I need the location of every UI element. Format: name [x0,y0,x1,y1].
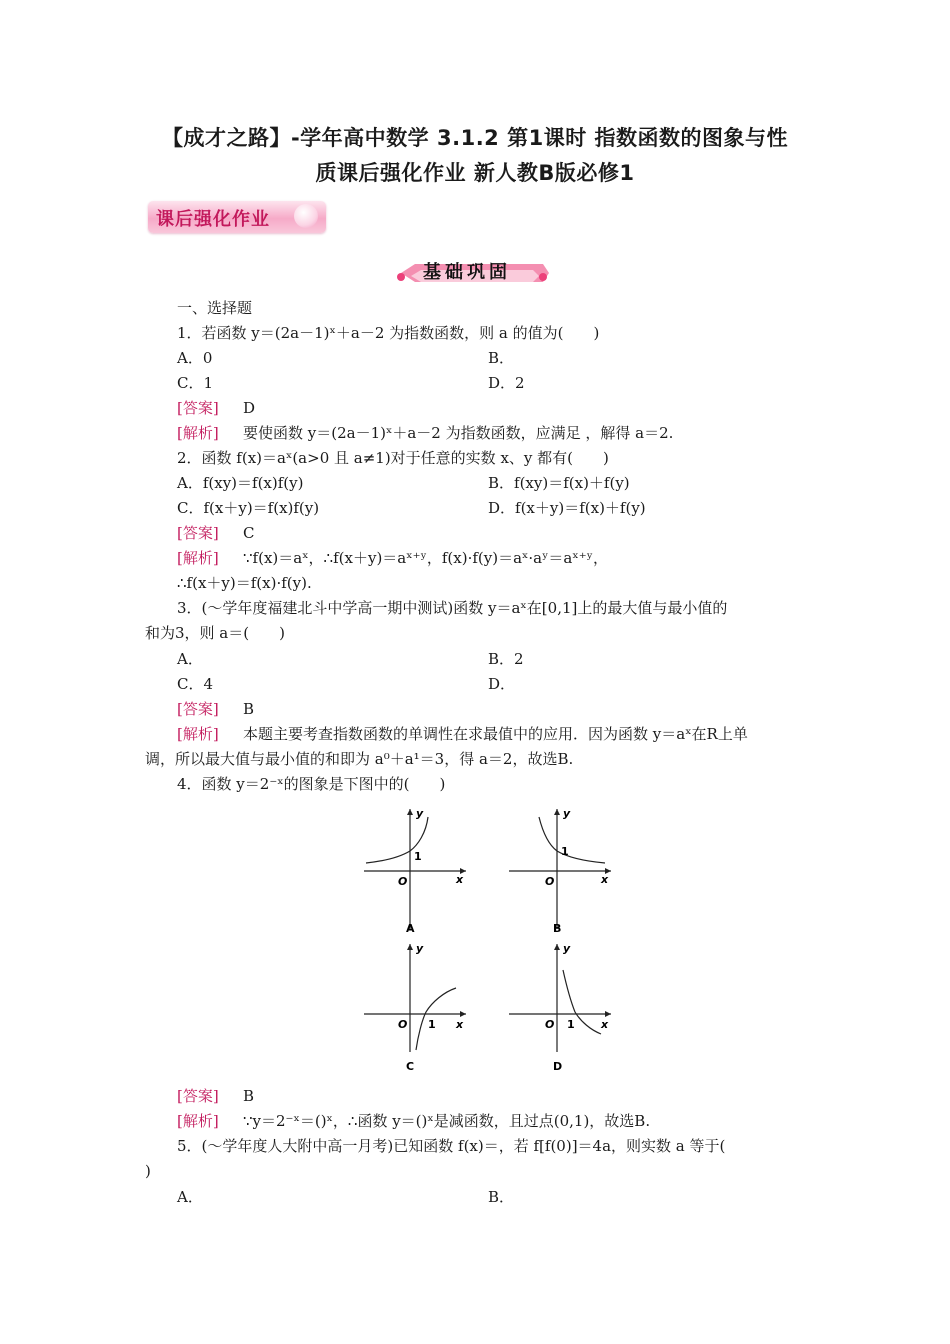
graph-d-label: D [553,1060,563,1072]
q3-option-c: C．4 [177,675,214,693]
graph-c-one: 1 [428,1018,436,1031]
q3-option-b: B．2 [488,650,524,668]
q3-option-a: A． [177,650,203,668]
q3-answer-tag: [答案] [177,700,219,718]
q2-analysis-tag: [解析] [177,549,219,567]
q5-option-b: B． [488,1188,515,1206]
graph-b-x-label: x [601,873,609,886]
graph-d-origin: O [545,1018,555,1031]
q5-stem-line2: ) [145,1162,151,1180]
graph-c-label: C [406,1060,415,1072]
part-heading: 一、选择题 [177,299,253,317]
q2-option-a: A．f(xy)＝f(x)f(y) [177,474,304,492]
q1-option-c: C．1 [177,374,214,392]
q3-stem-line1: 3．(～学年度福建北斗中学高一期中测试)函数 y＝aˣ在[0,1]上的最大值与最小值的 [177,599,728,617]
q2-option-d: D．f(x＋y)＝f(x)＋f(y) [488,499,646,517]
q1-answer-tag: [答案] [177,399,219,417]
q2-option-b: B．f(xy)＝f(x)＋f(y) [488,474,630,492]
graph-a-one: 1 [414,850,422,863]
banner-label: 课后强化作业 [156,209,270,230]
q4-analysis-tag: [解析] [177,1112,219,1130]
graph-b [505,805,615,935]
graph-b-origin: O [545,875,555,888]
q3-option-d: D． [488,675,516,693]
q2-stem: 2．函数 f(x)＝aˣ(a>0 且 a≠1)对于任意的实数 x、y 都有( ) [177,449,609,467]
diamond-icon [294,204,318,228]
graph-c-origin: O [398,1018,408,1031]
q1-analysis: 要使函数 y＝(2a－1)ˣ＋a－2 为指数函数，应满足 ，解得 a＝2. [243,424,674,442]
graph-a-y-label: y [416,807,424,820]
q1-answer: D [243,399,256,417]
graph-a-label: A [406,922,415,935]
document-title-line1: 【成才之路】-学年高中数学 3.1.2 第1课时 指数函数的图象与性 [161,126,789,150]
graph-d-one: 1 [567,1018,575,1031]
q2-analysis-line1: ∵f(x)＝aˣ，∴f(x＋y)＝aˣ⁺ʸ，f(x)·f(y)＝aˣ·aʸ＝aˣ⁺ʸ， [243,549,609,567]
q1-option-a: A．0 [177,349,213,367]
section-label: 基础巩固 [423,262,511,283]
q3-analysis-line1: 本题主要考查指数函数的单调性在求最值中的应用．因为函数 y＝aˣ在R上单 [243,725,748,743]
graph-b-y-label: y [563,807,571,820]
graph-d-x-label: x [601,1018,609,1031]
q3-analysis-line2: 调，所以最大值与最小值的和即为 a⁰＋a¹＝3，得 a＝2，故选B. [145,750,574,768]
graph-b-label: B [553,922,562,935]
document-title-line2: 质课后强化作业 新人教B版必修1 [315,161,635,185]
q4-analysis: ∵y＝2⁻ˣ＝()ˣ，∴函数 y＝()ˣ是减函数，且过点(0,1)，故选B. [243,1112,651,1130]
q1-option-d: D．2 [488,374,525,392]
q2-option-c: C．f(x＋y)＝f(x)f(y) [177,499,320,517]
q3-stem-line2: 和为3，则 a＝( ) [145,624,285,642]
graph-b-one: 1 [561,845,569,858]
q5-option-a: A． [177,1188,203,1206]
graph-d [505,940,615,1072]
q1-option-b: B． [488,349,515,367]
graph-c-x-label: x [456,1018,464,1031]
q4-answer-tag: [答案] [177,1087,219,1105]
graph-c [360,940,470,1072]
graph-a-x-label: x [456,873,464,886]
q4-answer: B [243,1087,255,1105]
graph-a [360,805,470,935]
q3-answer: B [243,700,255,718]
q2-analysis-line2: ∴f(x＋y)＝f(x)·f(y). [177,574,312,592]
q1-stem: 1．若函数 y＝(2a－1)ˣ＋a－2 为指数函数，则 a 的值为( ) [177,324,600,342]
q2-answer-tag: [答案] [177,524,219,542]
q3-analysis-tag: [解析] [177,725,219,743]
graph-d-y-label: y [563,942,571,955]
q5-stem-line1: 5．(～学年度人大附中高一月考)已知函数 f(x)＝，若 f[f(0)]＝4a，则实数 a 等于( [177,1137,726,1155]
q4-stem: 4．函数 y＝2⁻ˣ的图象是下图中的( ) [177,775,446,793]
graph-c-y-label: y [416,942,424,955]
q2-answer: C [243,524,255,542]
graph-a-origin: O [398,875,408,888]
q1-analysis-tag: [解析] [177,424,219,442]
